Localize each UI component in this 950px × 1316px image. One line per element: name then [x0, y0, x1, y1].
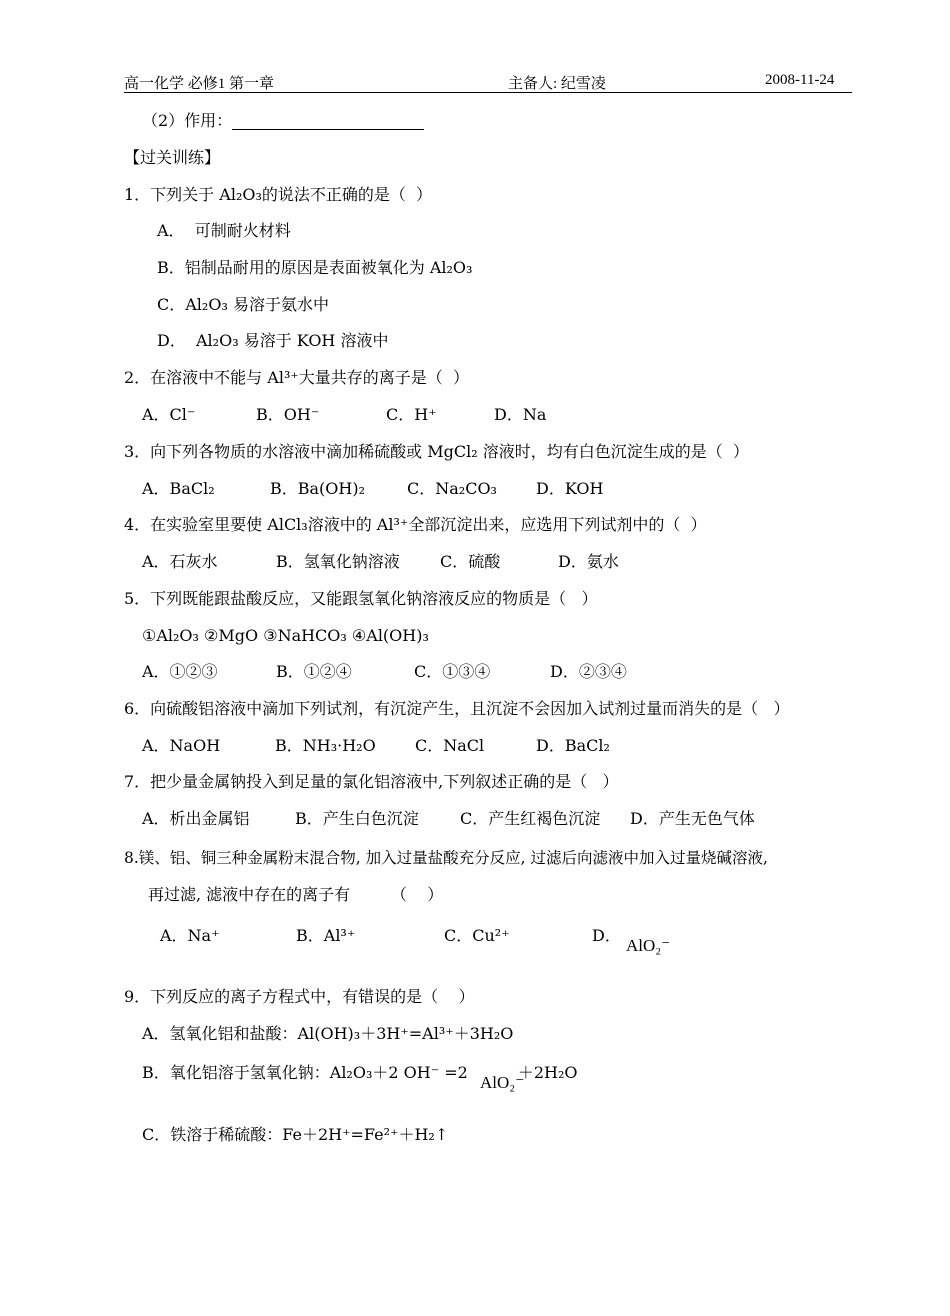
- item-role-line: （2）作用：: [142, 111, 424, 131]
- q8-option-a: A．Na⁺: [160, 926, 220, 945]
- q2-option-a: A．Cl⁻: [142, 405, 196, 424]
- aluminate-ion-formula-2: AlO₂⁻: [480, 1073, 525, 1092]
- answer-blank[interactable]: [232, 113, 424, 130]
- question-2: 2．在溶液中不能与 Al³⁺大量共存的离子是（ ）: [124, 368, 469, 387]
- header-left: 高一化学 必修1 第一章: [124, 76, 275, 92]
- q7-option-d: D．产生无色气体: [630, 809, 755, 828]
- q3-option-c: C．Na₂CO₃: [407, 479, 497, 498]
- q9-option-c: C．铁溶于稀硫酸：Fe＋2H⁺=Fe²⁺＋H₂↑: [142, 1125, 449, 1144]
- question-4: 4．在实验室里要使 AlCl₃溶液中的 Al³⁺全部沉淀出来，应选用下列试剂中的（ ）: [124, 515, 707, 534]
- q5-substances: ①Al₂O₃ ②MgO ③NaHCO₃ ④Al(OH)₃: [142, 626, 429, 645]
- header-center: 主备人: 纪雪凌: [508, 76, 606, 92]
- q1-option-a: A． 可制耐火材料: [157, 221, 291, 240]
- q3-option-b: B．Ba(OH)₂: [270, 479, 366, 498]
- q7-option-b: B．产生白色沉淀: [295, 809, 419, 828]
- question-9: 9．下列反应的离子方程式中，有错误的是（ ）: [124, 987, 475, 1006]
- q2-option-b: B．OH⁻: [256, 405, 320, 424]
- q6-option-a: A．NaOH: [142, 736, 221, 755]
- q5-option-a: A．①②③: [142, 662, 218, 681]
- q6-option-c: C．NaCl: [415, 736, 485, 755]
- q2-option-d: D．Na: [494, 405, 547, 424]
- question-7: 7．把少量金属钠投入到足量的氯化铝溶液中,下列叙述正确的是（ ）: [124, 772, 619, 791]
- q6-option-d: D．BaCl₂: [536, 736, 610, 755]
- q8-option-d: D．: [592, 926, 621, 945]
- q1-option-b: B．铝制品耐用的原因是表面被氧化为 Al₂O₃: [157, 258, 473, 277]
- header-rule: [124, 92, 852, 93]
- q8-option-b: B．Al³⁺: [296, 926, 356, 945]
- q6-option-b: B．NH₃·H₂O: [275, 736, 376, 755]
- q3-option-d: D．KOH: [536, 479, 604, 498]
- q3-option-a: A．BaCl₂: [142, 479, 215, 498]
- question-1: 1．下列关于 Al₂O₃的说法不正确的是（ ）: [124, 185, 433, 204]
- aluminate-ion-formula: AlO₂⁻: [626, 936, 671, 955]
- q9-option-b: B．氧化铝溶于氢氧化钠：Al₂O₃＋2 OH⁻ =2 ＋2H₂O: [142, 1063, 578, 1082]
- question-8-cont: 再过滤, 滤液中存在的离子有 （ ）: [148, 885, 444, 904]
- question-3: 3．向下列各物质的水溶液中滴加稀硫酸或 MgCl₂ 溶液时，均有白色沉淀生成的是（ ）: [124, 442, 749, 461]
- question-5: 5．下列既能跟盐酸反应，又能跟氢氧化钠溶液反应的物质是（ ）: [124, 589, 598, 608]
- q4-option-c: C．硫酸: [440, 552, 501, 571]
- q7-option-a: A．析出金属铝: [142, 809, 250, 828]
- q2-option-c: C．H⁺: [386, 405, 437, 424]
- q4-option-b: B．氢氧化钠溶液: [276, 552, 400, 571]
- header-right: 2008-11-24: [765, 72, 835, 88]
- q4-option-d: D．氨水: [558, 552, 619, 571]
- q4-option-a: A．石灰水: [142, 552, 218, 571]
- q1-option-c: C．Al₂O₃ 易溶于氨水中: [157, 295, 329, 314]
- q8-option-c: C．Cu²⁺: [444, 926, 510, 945]
- q5-option-c: C．①③④: [414, 662, 491, 681]
- q7-option-c: C．产生红褐色沉淀: [460, 809, 601, 828]
- q5-option-d: D．②③④: [550, 662, 627, 681]
- q1-option-d: D． Al₂O₃ 易溶于 KOH 溶液中: [157, 331, 389, 350]
- q5-option-b: B．①②④: [276, 662, 352, 681]
- question-6: 6．向硫酸铝溶液中滴加下列试剂，有沉淀产生，且沉淀不会因加入试剂过量而消失的是（ ）: [124, 699, 790, 718]
- q9-option-a: A．氢氧化铝和盐酸：Al(OH)₃＋3H⁺=Al³⁺＋3H₂O: [142, 1024, 514, 1043]
- question-8: 8.镁、铝、铜三种金属粉末混合物, 加入过量盐酸充分反应, 过滤后向滤液中加入过量烧碱溶液,: [124, 849, 768, 867]
- section-title: 【过关训练】: [124, 148, 221, 167]
